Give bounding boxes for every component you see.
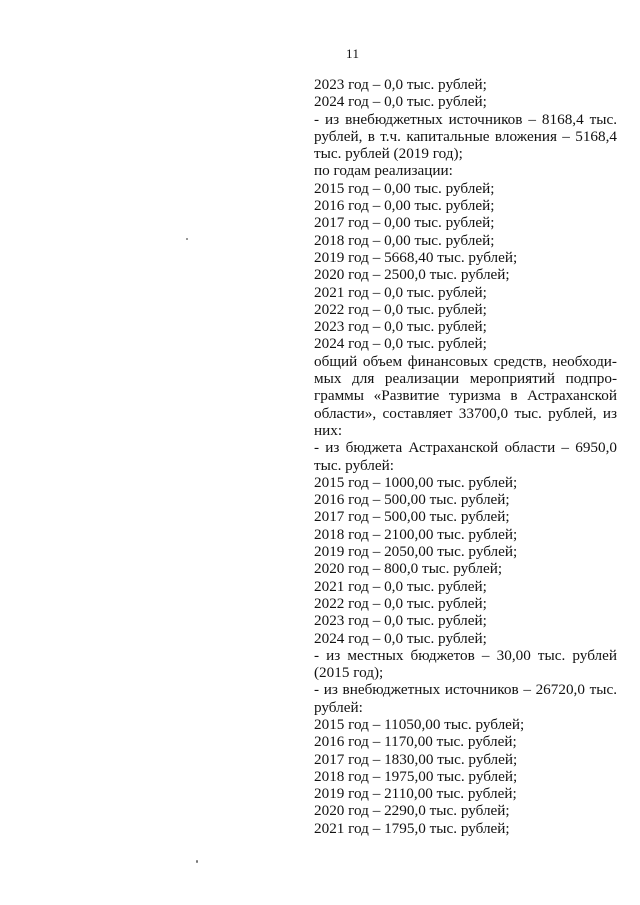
text-line: (2015 год); (314, 664, 384, 682)
scan-speck (196, 860, 198, 863)
text-line: 2016 год – 500,00 тыс. рублей; (314, 491, 510, 509)
text-line: 2019 год – 2050,00 тыс. рублей; (314, 543, 518, 561)
text-line: 2016 год – 1170,00 тыс. рублей; (314, 733, 517, 751)
text-line: 2018 год – 0,00 тыс. рублей; (314, 231, 495, 249)
text-line: 2019 год – 2110,00 тыс. рублей; (314, 785, 517, 803)
text-line: 2016 год – 0,00 тыс. рублей; (314, 197, 495, 215)
text-line: 2017 год – 500,00 тыс. рублей; (314, 508, 510, 526)
text-line: 2020 год – 2290,0 тыс. рублей; (314, 802, 510, 820)
text-line: 2017 год – 1830,00 тыс. рублей; (314, 750, 518, 768)
scan-speck (186, 238, 188, 240)
text-line: 2023 год – 0,0 тыс. рублей; (314, 612, 487, 630)
text-line: 2022 год – 0,0 тыс. рублей; (314, 300, 487, 318)
text-line: 2021 год – 0,0 тыс. рублей; (314, 283, 487, 301)
text-line: - из местных бюджетов – 30,00 тыс. рублей (314, 646, 617, 664)
text-line: 2024 год – 0,0 тыс. рублей; (314, 335, 487, 353)
text-line: 2023 год – 0,0 тыс. рублей; (314, 318, 487, 336)
text-line: 2024 год – 0,0 тыс. рублей; (314, 629, 487, 647)
text-line: - из внебюджетных источников – 8168,4 тыс. (314, 110, 617, 128)
text-line: мых для реализации мероприятий подпро- (314, 370, 617, 388)
document-text-column (314, 76, 617, 837)
text-line: 2020 год – 800,0 тыс. рублей; (314, 560, 503, 578)
text-line: 2018 год – 2100,00 тыс. рублей; (314, 525, 518, 543)
text-line: 2015 год – 11050,00 тыс. рублей; (314, 715, 525, 733)
text-line: 2018 год – 1975,00 тыс. рублей; (314, 767, 518, 785)
text-line: 2019 год – 5668,40 тыс. рублей; (314, 248, 518, 266)
text-line: граммы «Развитие туризма в Астраханской (314, 387, 617, 405)
text-line: 2015 год – 0,00 тыс. рублей; (314, 179, 495, 197)
text-line: рублей: (314, 698, 363, 716)
text-line: - из внебюджетных источников – 26720,0 тыс. (314, 681, 617, 699)
text-line: 2015 год – 1000,00 тыс. рублей; (314, 473, 518, 491)
text-line: области», составляет 33700,0 тыс. рублей, из (314, 404, 617, 422)
page-number: 11 (346, 46, 360, 61)
text-line: 2021 год – 0,0 тыс. рублей; (314, 577, 487, 595)
text-line: по годам реализации: (314, 162, 453, 180)
text-line: них: (314, 421, 343, 439)
text-line: 2023 год – 0,0 тыс. рублей; (314, 76, 487, 93)
text-line: тыс. рублей (2019 год); (314, 145, 463, 163)
text-line: 2022 год – 0,0 тыс. рублей; (314, 594, 487, 612)
text-line: - из бюджета Астраханской области – 6950,0 (314, 439, 617, 457)
text-line: 2020 год – 2500,0 тыс. рублей; (314, 266, 510, 284)
text-line: 2024 год – 0,0 тыс. рублей; (314, 93, 487, 111)
text-line: 2021 год – 1795,0 тыс. рублей; (314, 819, 510, 837)
text-line: тыс. рублей: (314, 456, 394, 474)
text-line: рублей, в т.ч. капитальные вложения – 5168,4 (314, 127, 617, 145)
text-line: 2017 год – 0,00 тыс. рублей; (314, 214, 495, 232)
text-line: общий объем финансовых средств, необходи- (314, 352, 617, 370)
